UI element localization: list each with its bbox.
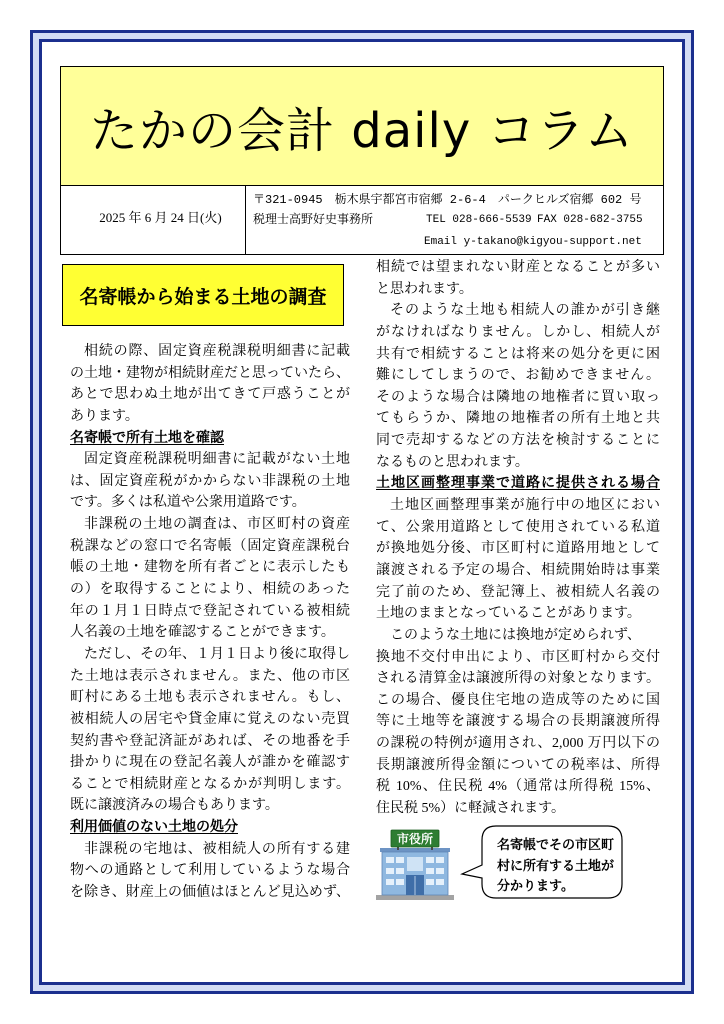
body-text-line: なるものと思われます。	[376, 454, 529, 470]
body-text-line: ただし、その年、１月１日より後に取得し	[84, 646, 350, 662]
body-text-line: です。多くは私道や公衆用道路です。	[70, 495, 306, 511]
body-text-line: 長期譲渡所得金額についての税率は、所得	[376, 757, 660, 773]
body-text-line: 非課税の土地の調査は、市区町村の資産	[84, 517, 350, 533]
body-text-line: ることで相続財産となるかが判明します。	[70, 776, 350, 792]
body-text-line: 掛かりに現在の登記名義人が誰かを確認す	[70, 755, 350, 771]
info-divider	[245, 185, 246, 255]
contact-address: 〒321-0945 栃木県宇都宮市宿郷 2-6-4 パークヒルズ宿郷 602 号	[253, 193, 642, 207]
speech-bubble-line: 名寄帳でその市区町	[497, 838, 615, 853]
building-base	[376, 895, 454, 900]
speech-bubble-text	[497, 836, 614, 898]
body-text-line: 固定資産税課税明細書に記載がない土地	[84, 452, 350, 468]
body-text-line: 住民税 5%）に軽減されます。	[376, 801, 566, 817]
city-hall-sign-text: 市役所	[396, 832, 434, 846]
body-text-line: の土地・建物が相続財産だと思っていたら、	[70, 365, 350, 381]
office-fax: FAX 028-682-3755	[537, 214, 643, 226]
body-text-line: 相続では望まれない財産となることが多い	[376, 260, 660, 275]
body-text-line: 共有で相続することは将来の処分を更に困	[376, 346, 660, 362]
body-text-line: てもらうか、隣地の地権者の所有土地と共	[376, 411, 660, 427]
body-text-line: 土地のままとなっていることがあります。	[376, 606, 641, 622]
office-name: 税理士高野好史事務所	[253, 213, 374, 227]
speech-bubble-line: 分かります。	[497, 879, 574, 894]
body-text-line: 等に土地等を譲渡する場合の長期譲渡所得	[376, 714, 660, 730]
body-text-line: 非課税の宅地は、被相続人の所有する建	[84, 841, 350, 857]
body-text-line: 譲渡される予定の場合、相続開始時は事業	[376, 562, 660, 578]
body-text-line: この場合、優良住宅地の造成等のために国	[376, 692, 660, 708]
body-text-line: 人名義の土地を確認することができます。	[70, 625, 335, 641]
body-text-line: 税 10%、住民税 4%（通常は所得税 15%、	[376, 779, 660, 795]
body-text-line: そのような土地も相続人の誰かが引き継	[390, 303, 660, 319]
body-text-line: 同で売却するなどの方法を検討することに	[376, 433, 660, 449]
body-text-line: そのような場合は隣地の地権者に買い取っ	[376, 389, 660, 405]
body-text-line: 年の１月１日時点で登記されている被相続	[70, 603, 350, 619]
section-heading: 利用価値のない土地の処分	[70, 819, 238, 836]
section-heading: 土地区画整理事業で道路に提供される場合	[376, 475, 660, 492]
body-text-line: が換地処分後、市区町村に道路用地として	[376, 541, 660, 557]
body-text-line: 被相続人の居宅や貸金庫に覚えのない売買	[70, 711, 350, 727]
body-text-line: 物への通路として利用しているような場合	[70, 863, 350, 879]
body-text-line: される清算金は譲渡所得の対象となります。	[376, 671, 660, 687]
body-text-line: 既に譲渡済みの場合もあります。	[70, 798, 279, 814]
office-tel: TEL 028-666-5539	[426, 214, 532, 226]
article-title-box	[62, 264, 344, 326]
body-text-line: 税課などの窓口で名寄帳（固定資産課税台	[70, 538, 350, 554]
speech-bubble-line: 村に所有する土地が	[497, 858, 615, 874]
section-heading: 名寄帳で所有土地を確認	[70, 429, 224, 446]
building-roof	[380, 848, 450, 852]
body-text-line: がなければなりません。しかし、相続人が	[376, 324, 660, 340]
article-title: 名寄帳から始まる土地の調査	[79, 285, 327, 308]
body-text-line: 町村にある土地も表示されません。もし、	[70, 690, 350, 706]
body-text-line: 完了前のため、登記簿上、被相続人名義の	[376, 584, 660, 600]
newsletter-title: たかの会計 daily コラム	[90, 102, 634, 159]
left-column	[70, 341, 350, 904]
right-column	[376, 257, 660, 820]
body-text-line: 土地区画整理事業が施行中の地区におい	[390, 498, 660, 514]
body-text-line: 難にしてしまうので、お勧めできません。	[376, 368, 660, 384]
city-hall-illustration	[376, 828, 456, 902]
body-text-line: 契約書や登記済証があれば、その地番を手	[70, 733, 350, 749]
body-text-line: 帳の土地・建物を所有者ごとに表示したも	[70, 560, 350, 576]
office-email: Email y-takano@kigyou-support.net	[424, 236, 642, 248]
newsletter-header	[60, 66, 664, 186]
body-text-line: は、固定資産税がかからない非課税の土地	[70, 473, 350, 489]
body-text-line: た土地は表示されません。また、他の市区	[70, 668, 350, 684]
body-text-line: の）を取得することにより、相続のあった	[70, 582, 350, 598]
body-text-line: を除き、財産上の価値はほとんど見込めず、	[70, 885, 350, 901]
body-text-line: あります。	[70, 408, 139, 424]
body-text-line: このような土地には換地が定められず、	[390, 627, 641, 643]
body-text-line: の課税の特例が適用され、2,000 万円以下の	[376, 736, 660, 752]
body-text-line: 換地不交付申出により、市区町村から交付	[376, 649, 660, 665]
body-text-line: あとで思わぬ土地が出てきて戸惑うことが	[70, 387, 350, 403]
body-text-line: て、公衆用道路として使用されている私道	[376, 519, 660, 535]
body-text-line: 相続の際、固定資産税課税明細書に記載	[84, 344, 350, 359]
issue-date: 2025 年 6 月 24 日(火)	[99, 210, 222, 225]
body-text-line: と思われます。	[376, 281, 473, 297]
